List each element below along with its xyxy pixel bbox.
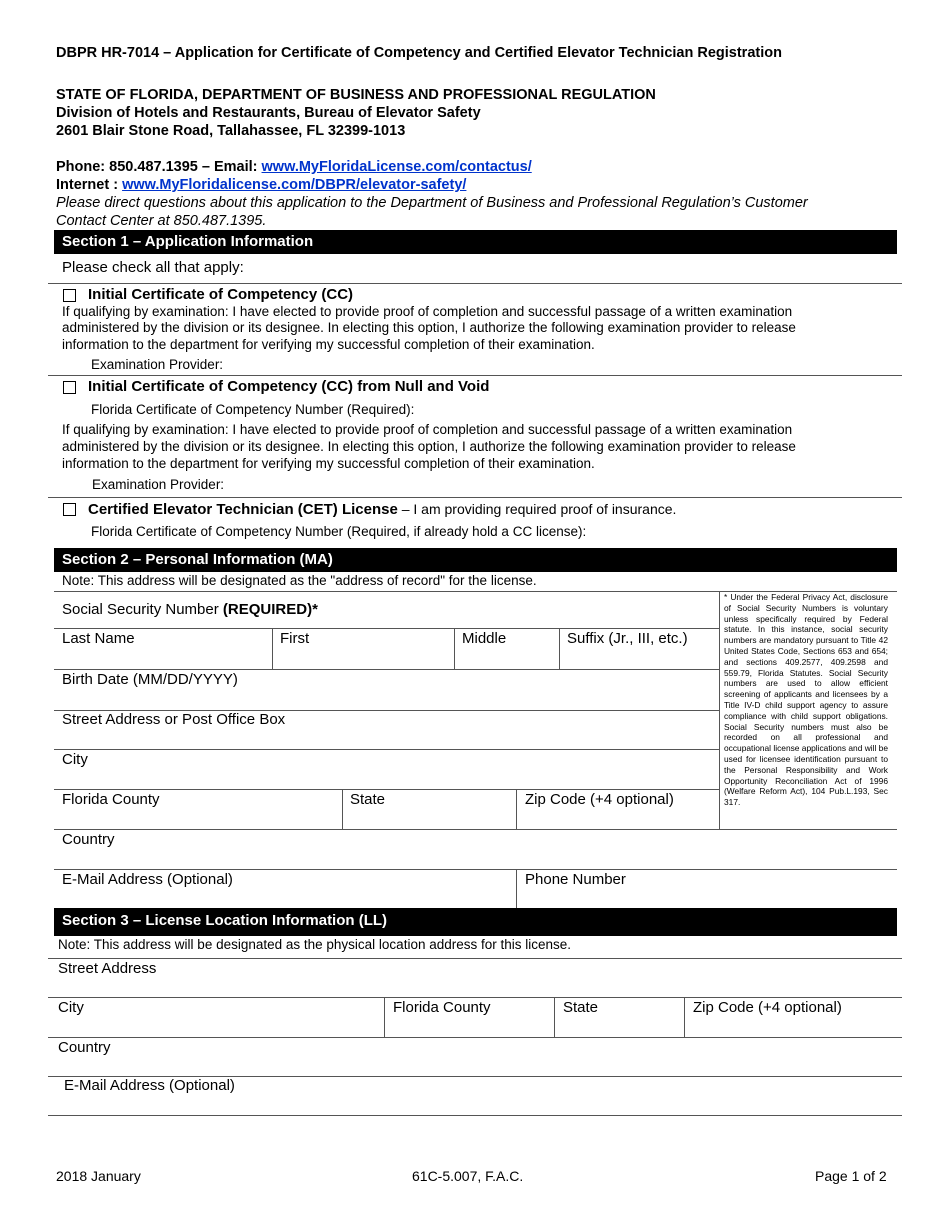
option1-text-line3: information to the department for verifying my successful completion of their examination. <box>62 337 595 352</box>
ll-street-address-field[interactable]: Street Address <box>58 960 157 977</box>
option-null-void-label: Initial Certificate of Competency (CC) from Null and Void <box>88 378 490 395</box>
zip-code-field[interactable]: Zip Code (+4 optional) <box>525 791 674 808</box>
divider <box>48 1037 902 1038</box>
cell-divider <box>454 628 455 669</box>
ll-city-field[interactable]: City <box>58 999 84 1016</box>
form-title: DBPR HR-7014 – Application for Certificate of Competency and Certified Elevator Technician Registration <box>56 45 782 61</box>
option2-exam-provider-label: Examination Provider: <box>92 477 225 492</box>
ll-florida-county-field[interactable]: Florida County <box>393 999 491 1016</box>
option-initial-cc-label: Initial Certificate of Competency (CC) <box>88 286 354 303</box>
divider <box>54 669 719 670</box>
divider <box>54 869 897 870</box>
phone-number-field[interactable]: Phone Number <box>525 871 626 888</box>
footer-rule: 61C-5.007, F.A.C. <box>412 1168 524 1184</box>
option1-text-line1: If qualifying by examination: I have elected to provide proof of completion and successful passage of a written examination <box>62 304 793 319</box>
agency-name: STATE OF FLORIDA, DEPARTMENT OF BUSINESS AND PROFESSIONAL REGULATION <box>56 87 656 103</box>
cell-divider <box>554 997 555 1037</box>
suffix-field[interactable]: Suffix (Jr., III, etc.) <box>567 630 688 647</box>
cell-divider <box>516 789 517 829</box>
divider <box>48 997 902 998</box>
option1-text-line2: administered by the division or its designee. In electing this option, I authorize the following examination provider to release <box>62 320 796 335</box>
contact-note-line1: Please direct questions about this application to the Department of Business and Professional Regulation’s Customer <box>56 195 808 211</box>
option2-cc-number-label: Florida Certificate of Competency Number (Required): <box>91 402 415 417</box>
option2-text-line1: If qualifying by examination: I have elected to provide proof of completion and successful passage of a written examination <box>62 422 793 437</box>
country-field[interactable]: Country <box>62 831 115 848</box>
divider <box>54 789 719 790</box>
section2-note: Note: This address will be designated as the "address of record" for the license. <box>62 573 537 588</box>
ssn-label: Social Security Number <box>62 601 223 618</box>
option3-cc-number-label: Florida Certificate of Competency Number (Required, if already hold a CC license): <box>91 524 587 539</box>
checkbox-initial-cc-null-void[interactable] <box>63 381 76 394</box>
privacy-notice: * Under the Federal Privacy Act, disclosure of Social Security Numbers is voluntary unless specifically required by Federal statute. In this instance, social security numbers are mandatory pursuant to Title 42 United States Code, Sections 653 and 654; and sections 409.2577, 409.2598 and 559.79, Florida Statutes. Social Security numbers are used to allow efficient screening of applicants and licensees by a Title IV-D child support agency to assure compliance with child support obligations. Social Security numbers must also be recorded on all professional and occupational license applications and will be used for licensee identification pursuant to the Personal Responsibility and Work Opportunity Reconciliation Act of 1996 (Welfare Reform Act), 104 Pub.L.193, Sec 317. <box>724 592 888 808</box>
cell-divider <box>516 869 517 909</box>
option2-text-line3: information to the department for verifying my successful completion of their examination. <box>62 456 595 471</box>
first-name-field[interactable]: First <box>280 630 310 647</box>
divider <box>54 829 897 830</box>
phone-email-label: Phone: 850.487.1395 – Email: <box>56 159 262 175</box>
contact-phone-email <box>56 159 532 175</box>
ssn-field[interactable] <box>62 601 318 618</box>
option-cet-suffix: – I am providing required proof of insurance. <box>397 501 677 517</box>
divider <box>48 497 902 498</box>
divider <box>48 283 902 284</box>
last-name-field[interactable]: Last Name <box>62 630 135 647</box>
ssn-required: (REQUIRED)* <box>222 601 318 618</box>
agency-division: Division of Hotels and Restaurants, Bureau of Elevator Safety <box>56 105 481 121</box>
option2-text-line2: administered by the division or its designee. In electing this option, I authorize the following examination provider to release <box>62 439 796 454</box>
section3-header: Section 3 – License Location Information (LL) <box>54 908 897 936</box>
footer-page-number: Page 1 of 2 <box>815 1168 887 1184</box>
ll-zip-code-field[interactable]: Zip Code (+4 optional) <box>693 999 842 1016</box>
divider <box>48 958 902 959</box>
state-field[interactable]: State <box>350 791 386 808</box>
divider <box>48 375 902 376</box>
section1-instruction: Please check all that apply: <box>62 259 244 276</box>
birth-date-field[interactable]: Birth Date (MM/DD/YYYY) <box>62 671 238 688</box>
checkbox-cet-license[interactable] <box>63 503 76 516</box>
cell-divider <box>384 997 385 1037</box>
option-cet-label <box>88 501 676 518</box>
ll-state-field[interactable]: State <box>563 999 599 1016</box>
middle-name-field[interactable]: Middle <box>462 630 507 647</box>
email-field[interactable]: E-Mail Address (Optional) <box>62 871 233 888</box>
divider <box>54 628 719 629</box>
street-address-field[interactable]: Street Address or Post Office Box <box>62 711 286 728</box>
checkbox-initial-cc[interactable] <box>63 289 76 302</box>
city-field[interactable]: City <box>62 751 88 768</box>
privacy-box-divider <box>719 591 720 829</box>
section3-note: Note: This address will be designated as the physical location address for this license. <box>58 937 572 952</box>
option1-exam-provider-label: Examination Provider: <box>91 357 224 372</box>
email-link[interactable]: www.MyFloridaLicense.com/contactus/ <box>261 159 532 175</box>
cell-divider <box>272 628 273 669</box>
footer-date: 2018 January <box>56 1168 141 1184</box>
agency-address: 2601 Blair Stone Road, Tallahassee, FL 32399-1013 <box>56 123 406 139</box>
section1-header: Section 1 – Application Information <box>54 230 897 254</box>
divider <box>48 1115 902 1116</box>
cell-divider <box>684 997 685 1037</box>
contact-note-line2: Contact Center at 850.487.1395. <box>56 213 267 229</box>
contact-internet <box>56 177 466 193</box>
internet-link[interactable]: www.MyFloridalicense.com/DBPR/elevator-safety/ <box>122 177 467 193</box>
section2-header: Section 2 – Personal Information (MA) <box>54 548 897 572</box>
option-cet-title: Certified Elevator Technician (CET) License <box>88 501 398 518</box>
internet-label: Internet : <box>56 177 123 193</box>
divider <box>54 749 719 750</box>
florida-county-field[interactable]: Florida County <box>62 791 160 808</box>
cell-divider <box>342 789 343 829</box>
ll-country-field[interactable]: Country <box>58 1039 111 1056</box>
cell-divider <box>559 628 560 669</box>
ll-email-field[interactable]: E-Mail Address (Optional) <box>64 1077 235 1094</box>
